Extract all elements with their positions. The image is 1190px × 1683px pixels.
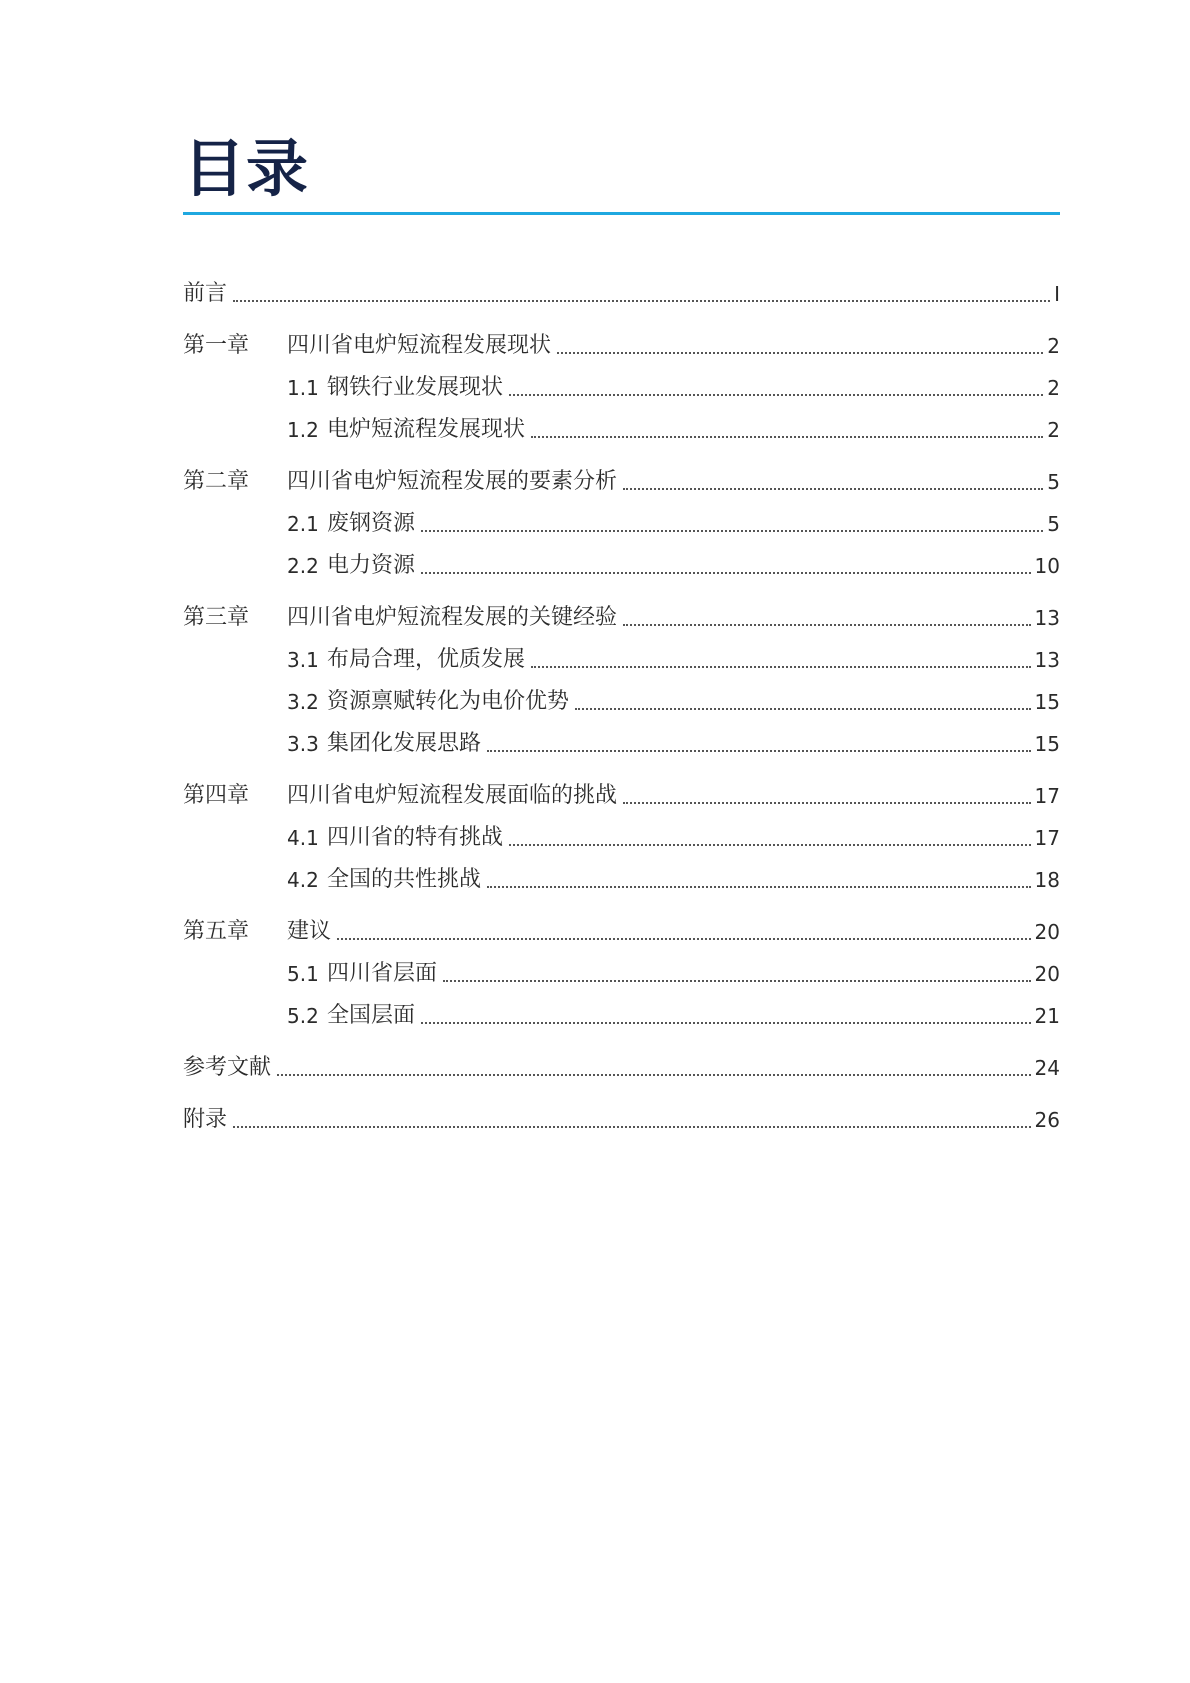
- toc-page-number: 2: [1047, 376, 1060, 400]
- toc-chapter-number: 第五章: [183, 919, 250, 944]
- toc-entry-section-1-2[interactable]: [183, 414, 1060, 446]
- toc-leader-dots: [233, 1126, 1031, 1128]
- toc-leader-dots: [337, 938, 1031, 940]
- toc-section-number: 3.1: [287, 648, 319, 672]
- toc-leader-dots: [509, 394, 1043, 396]
- toc-chapter-number: 第三章: [183, 605, 250, 630]
- toc-entry-label: 四川省电炉短流程发展现状: [287, 333, 552, 358]
- toc-entry-label: 建议: [287, 919, 332, 944]
- toc-page-number: 5: [1047, 470, 1060, 494]
- toc-page-number: 2: [1047, 334, 1060, 358]
- toc-entry-label: 四川省电炉短流程发展面临的挑战: [287, 783, 618, 808]
- toc-entry-section-4-1[interactable]: [183, 822, 1060, 854]
- toc-entry-label: 全国层面: [327, 1003, 416, 1028]
- toc-entry-label: 电力资源: [327, 553, 416, 578]
- toc-entry-section-2-2[interactable]: [183, 550, 1060, 582]
- toc-entry-section-5-1[interactable]: [183, 958, 1060, 990]
- toc-leader-dots: [531, 666, 1031, 668]
- toc-entry-label: 电炉短流程发展现状: [327, 417, 526, 442]
- toc-page-number: 10: [1034, 554, 1060, 578]
- toc-entry-chapter-1[interactable]: [183, 330, 1060, 362]
- toc-chapter-number: 第一章: [183, 333, 250, 358]
- title-divider: [183, 212, 1060, 215]
- toc-chapter-number: 第二章: [183, 469, 250, 494]
- toc-entry-label: 四川省的特有挑战: [327, 825, 504, 850]
- toc-leader-dots: [277, 1074, 1031, 1076]
- toc-leader-dots: [623, 488, 1043, 490]
- toc-section-number: 3.2: [287, 690, 319, 714]
- toc-chapter-number: 第四章: [183, 783, 250, 808]
- toc-entry-section-2-1[interactable]: [183, 508, 1060, 540]
- toc-entry-label: 四川省电炉短流程发展的要素分析: [287, 469, 618, 494]
- toc-entry-label: 参考文献: [183, 1055, 272, 1080]
- toc-leader-dots: [509, 844, 1031, 846]
- toc-entry-section-1-1[interactable]: [183, 372, 1060, 404]
- toc-leader-dots: [557, 352, 1043, 354]
- toc-entry-chapter-4[interactable]: [183, 780, 1060, 812]
- toc-entry-label: 资源禀赋转化为电价优势: [327, 689, 570, 714]
- toc-page-number: 5: [1047, 512, 1060, 536]
- toc-entry-label: 集团化发展思路: [327, 731, 482, 756]
- toc-section-number: 1.2: [287, 418, 319, 442]
- toc-page-number: 17: [1034, 784, 1060, 808]
- page-title: 目录: [183, 132, 310, 205]
- toc-entry-appendix[interactable]: [183, 1104, 1060, 1136]
- toc-page-number: 13: [1034, 606, 1060, 630]
- toc-entry-label: 废钢资源: [327, 511, 416, 536]
- toc-section-number: 5.2: [287, 1004, 319, 1028]
- toc-entry-section-3-2[interactable]: [183, 686, 1060, 718]
- toc-leader-dots: [531, 436, 1043, 438]
- toc-page-number: I: [1054, 282, 1060, 306]
- toc-entry-label: 前言: [183, 281, 228, 306]
- toc-entry-label: 附录: [183, 1107, 228, 1132]
- toc-section-number: 1.1: [287, 376, 319, 400]
- toc-leader-dots: [575, 708, 1031, 710]
- toc-section-number: 5.1: [287, 962, 319, 986]
- toc-entry-label: 钢铁行业发展现状: [327, 375, 504, 400]
- toc-leader-dots: [421, 1022, 1031, 1024]
- toc-entry-section-5-2[interactable]: [183, 1000, 1060, 1032]
- toc-section-number: 4.1: [287, 826, 319, 850]
- toc-section-number: 3.3: [287, 732, 319, 756]
- toc-page-number: 20: [1034, 962, 1060, 986]
- toc-entry-chapter-3[interactable]: [183, 602, 1060, 634]
- toc-entry-chapter-5[interactable]: [183, 916, 1060, 948]
- toc-leader-dots: [487, 886, 1031, 888]
- toc-leader-dots: [487, 750, 1031, 752]
- toc-page-number: 15: [1034, 732, 1060, 756]
- toc-entry-chapter-2[interactable]: [183, 466, 1060, 498]
- toc-page-number: 20: [1034, 920, 1060, 944]
- toc-page-number: 13: [1034, 648, 1060, 672]
- toc-page-number: 2: [1047, 418, 1060, 442]
- toc-leader-dots: [443, 980, 1031, 982]
- toc-page-number: 18: [1034, 868, 1060, 892]
- toc-section-number: 2.2: [287, 554, 319, 578]
- toc-leader-dots: [421, 530, 1043, 532]
- toc-section-number: 4.2: [287, 868, 319, 892]
- toc-leader-dots: [233, 300, 1050, 302]
- toc-entry-references[interactable]: [183, 1052, 1060, 1084]
- toc-page-number: 21: [1034, 1004, 1060, 1028]
- toc-leader-dots: [421, 572, 1031, 574]
- toc-entry-section-3-3[interactable]: [183, 728, 1060, 760]
- toc-page-number: 24: [1034, 1056, 1060, 1080]
- toc-entry-section-3-1[interactable]: [183, 644, 1060, 676]
- toc-section-number: 2.1: [287, 512, 319, 536]
- toc-entry-label: 布局合理，优质发展: [327, 647, 526, 672]
- toc-entry-label: 四川省电炉短流程发展的关键经验: [287, 605, 618, 630]
- toc-entry-preface[interactable]: [183, 278, 1060, 310]
- toc-page-number: 15: [1034, 690, 1060, 714]
- toc-page-number: 17: [1034, 826, 1060, 850]
- toc-entry-label: 全国的共性挑战: [327, 867, 482, 892]
- toc-leader-dots: [623, 802, 1031, 804]
- toc-leader-dots: [623, 624, 1031, 626]
- toc-entry-section-4-2[interactable]: [183, 864, 1060, 896]
- toc-entry-label: 四川省层面: [327, 961, 438, 986]
- toc-page-number: 26: [1034, 1108, 1060, 1132]
